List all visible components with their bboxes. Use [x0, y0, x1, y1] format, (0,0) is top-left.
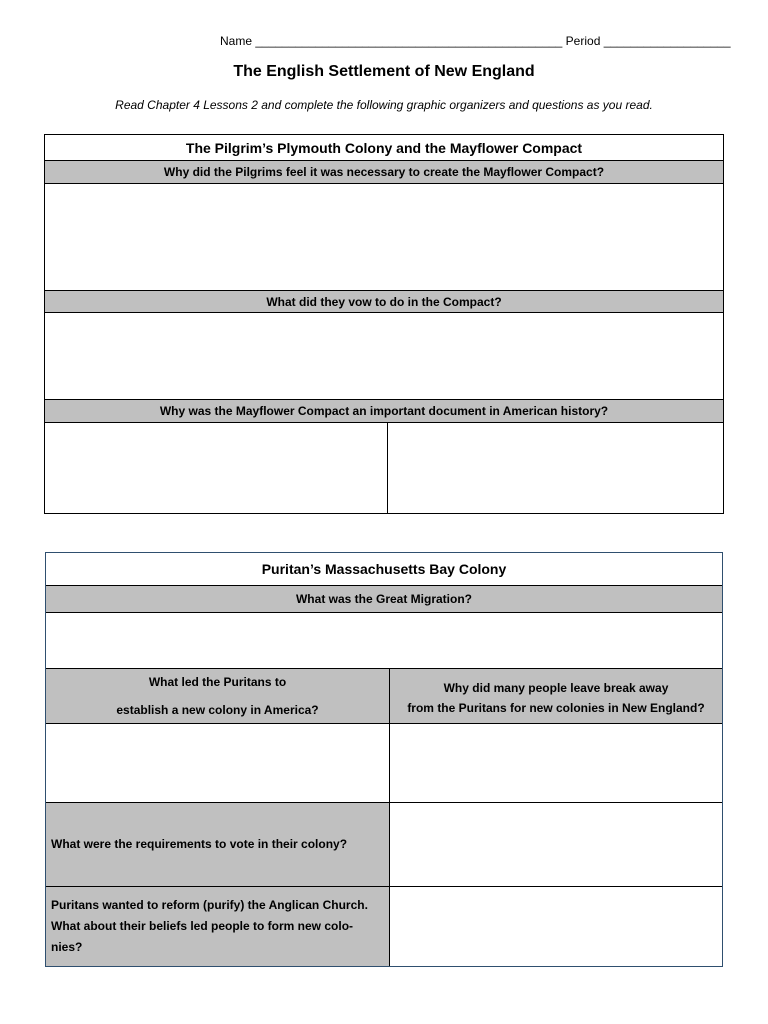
answer-box-importance-left[interactable] [45, 423, 387, 513]
question-breakaway-line1: Why did many people leave break away [443, 681, 669, 695]
question-compact-importance: Why was the Mayflower Compact an important document in American history? [45, 400, 723, 422]
pilgrim-organizer [44, 134, 724, 514]
question-mayflower-necessity: Why did the Pilgrims feel it was necessary to create the Mayflower Compact? [45, 161, 723, 183]
question-compact-vow: What did they vow to do in the Compact? [45, 291, 723, 312]
question-puritan-beliefs-line1: Puritans wanted to reform (purify) the Anglican Church. [51, 898, 368, 912]
question-puritan-motivation-line2: establish a new colony in America? [116, 703, 319, 717]
question-voting-requirements: What were the requirements to vote in their colony? [46, 803, 389, 886]
answer-box-puritan-beliefs[interactable] [390, 887, 722, 966]
answer-box-puritan-motivation[interactable] [46, 724, 389, 802]
answer-box-mayflower-necessity[interactable] [45, 184, 723, 290]
question-puritan-beliefs-line2: What about their beliefs led people to form new colo- [51, 919, 354, 933]
question-great-migration: What was the Great Migration? [46, 586, 722, 612]
answer-box-importance-right[interactable] [388, 423, 723, 513]
answer-box-great-migration[interactable] [46, 613, 722, 668]
answer-box-voting-requirements[interactable] [390, 803, 722, 886]
question-breakaway-reasons [390, 669, 722, 723]
pilgrim-organizer-title: The Pilgrim’s Plymouth Colony and the Mayflower Compact [185, 140, 583, 156]
question-puritan-motivation [46, 669, 389, 723]
question-puritan-motivation-line1: What led the Puritans to [148, 675, 287, 689]
question-puritan-beliefs [46, 887, 389, 966]
question-puritan-beliefs-line3: nies? [51, 940, 83, 954]
page-title: The English Settlement of New England [233, 63, 535, 80]
instructions: Read Chapter 4 Lessons 2 and complete the following graphic organizers and questions as you read. [115, 98, 653, 112]
answer-box-compact-vow[interactable] [45, 313, 723, 399]
puritan-organizer [45, 552, 723, 967]
puritan-organizer-title: Puritan’s Massachusetts Bay Colony [261, 561, 507, 577]
name-period-line: Name ______________________________________________ Period ___________________ [220, 34, 731, 48]
answer-box-breakaway-reasons[interactable] [390, 724, 722, 802]
question-breakaway-line2: from the Puritans for new colonies in New England? [407, 701, 705, 715]
